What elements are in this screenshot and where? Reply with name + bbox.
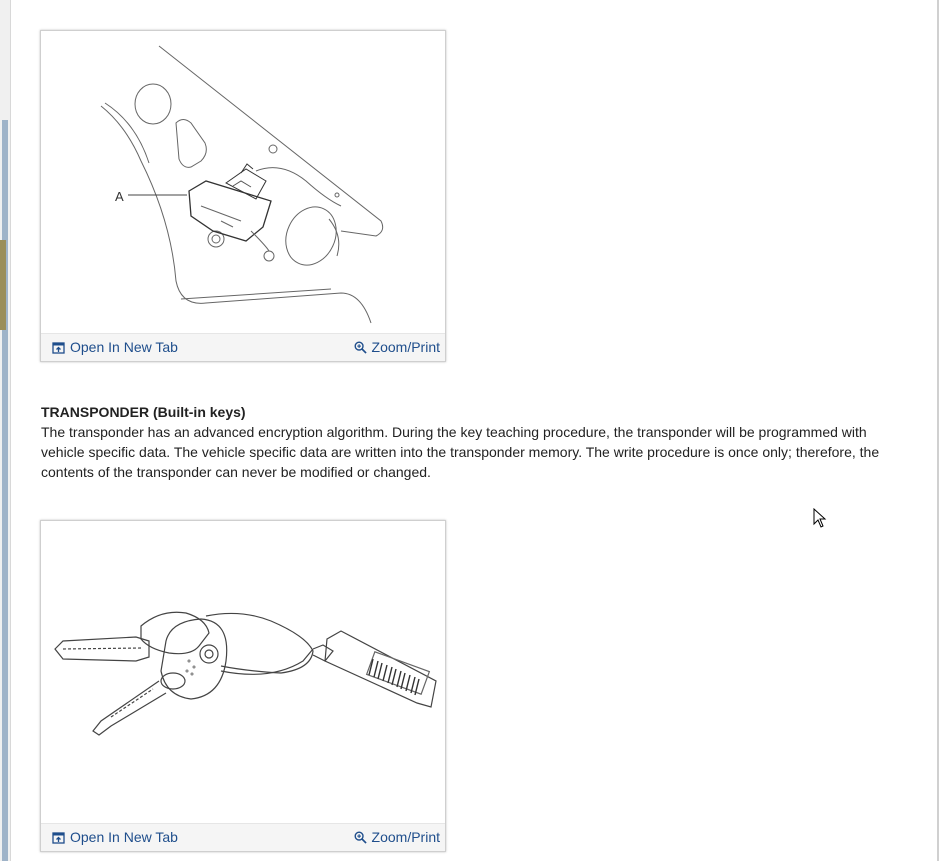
section-title: TRANSPONDER (Built-in keys) (41, 404, 246, 420)
figure-toolbar (41, 333, 445, 361)
left-window-edge (0, 0, 11, 861)
zoom-magnifier-icon (354, 831, 367, 844)
zoom-print-link[interactable] (354, 339, 440, 355)
zoom-print-label: Zoom/Print (371, 339, 440, 355)
left-edge-marker (0, 240, 6, 330)
figure-immobilizer-location (40, 30, 446, 362)
immobilizer-drawing (41, 31, 445, 334)
transponder-section (41, 402, 911, 482)
callout-a-label: A (115, 189, 124, 204)
key-drawing (41, 521, 445, 824)
open-in-new-tab-icon (52, 341, 65, 354)
open-in-new-tab-icon (52, 831, 65, 844)
figure-toolbar (41, 823, 445, 851)
open-in-new-tab-link[interactable] (52, 339, 178, 355)
transponder-key-diagram (41, 521, 445, 824)
mouse-pointer-icon (813, 508, 827, 528)
figure-transponder-key (40, 520, 446, 852)
immobilizer-diagram (41, 31, 445, 334)
open-in-new-tab-label: Open In New Tab (70, 339, 178, 355)
zoom-print-link[interactable] (354, 829, 440, 845)
open-in-new-tab-label: Open In New Tab (70, 829, 178, 845)
left-edge-strip (2, 120, 8, 861)
zoom-print-label: Zoom/Print (371, 829, 440, 845)
section-body: The transponder has an advanced encryption algorithm. During the key teaching procedure, the transponder will be programmed with vehicle specific data. The vehicle specific data are written into the transponder memory. The write procedure is once only; therefore, the contents of the transponder can never be modified or changed. (41, 424, 880, 480)
zoom-magnifier-icon (354, 341, 367, 354)
open-in-new-tab-link[interactable] (52, 829, 178, 845)
